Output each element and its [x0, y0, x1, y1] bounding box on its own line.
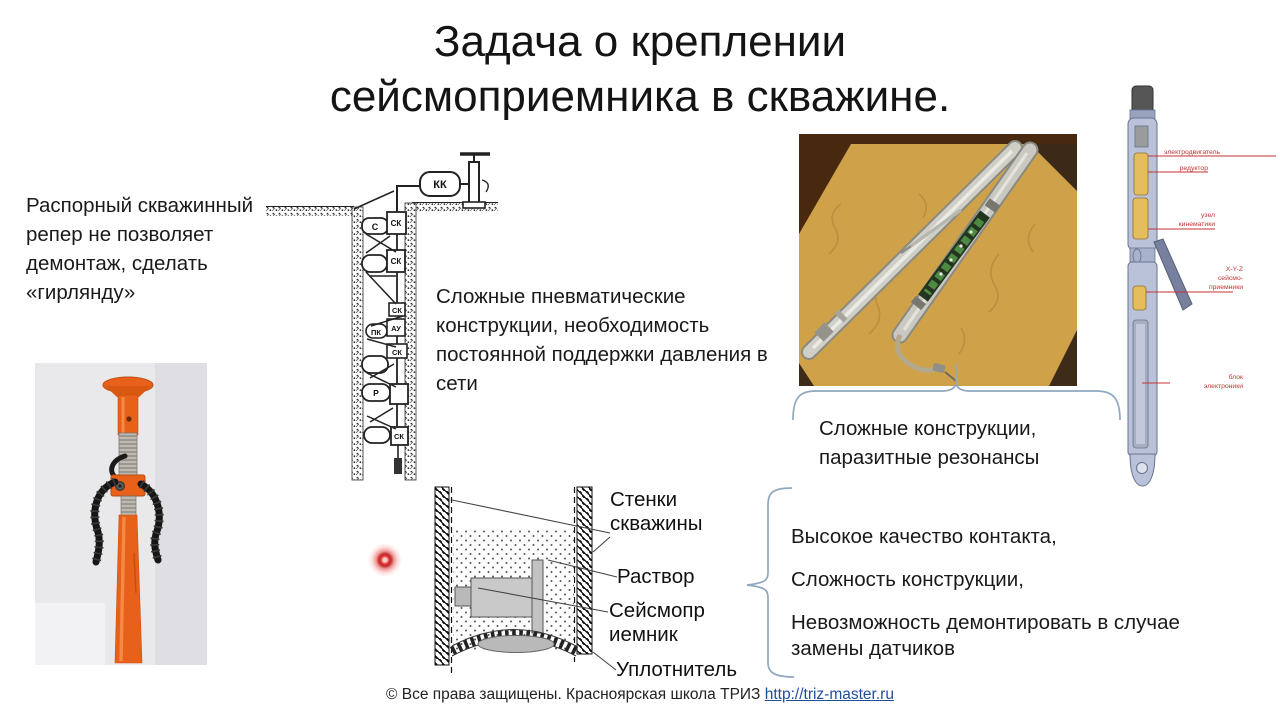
tubes-caption-text: Сложные конструкции, паразитные резонансы	[819, 417, 1040, 469]
probe-label-xyz-1: X-Y-Z	[1225, 266, 1243, 273]
label-geophone: Сейсмоприемник	[609, 599, 705, 646]
outcome-complexity: Сложность конструкции,	[791, 568, 1024, 591]
probe-drawing	[1112, 82, 1278, 490]
probe-label-kinematics-1: узел	[1201, 212, 1215, 219]
probe-label-motor: электродвигатель	[1164, 149, 1221, 156]
outcome-no-dismantle: Невозможность демонтировать в случае замены датчиков	[791, 611, 1180, 660]
schematic-label-sk5: СК	[394, 432, 404, 441]
schematic-label-pk: ПК	[371, 328, 381, 337]
schematic-label-sk3: СК	[392, 306, 402, 315]
probe-label-electronics-2: электроники	[1203, 383, 1243, 390]
schematic-label-r: Р	[373, 388, 379, 398]
footer-copyright-text: © Все права защищены. Красноярская школа ТРИЗ	[386, 686, 761, 703]
schematic-label-s: С	[371, 222, 379, 232]
slide-title-line2: сейсмоприемника в скважине.	[329, 72, 951, 121]
footer	[0, 686, 1280, 704]
slide-title-line1: Задача о креплении	[433, 17, 847, 66]
laser-pointer-dot	[367, 542, 403, 578]
probe-label-electronics-1: блок	[1228, 374, 1243, 381]
probe-label-xyz-2: сейсмо-	[1217, 275, 1243, 282]
schematic-label-kk: КК	[433, 179, 447, 191]
slide-title	[0, 14, 1280, 124]
schematic-label-sk2: СК	[390, 257, 402, 266]
label-mortar: Раствор	[617, 565, 695, 588]
probe-label-reducer: редуктор	[1179, 165, 1208, 172]
left-note-text: Распорный скважинный репер не позволяет демонтаж, сделать «гирлянду»	[26, 194, 254, 304]
outcome-contact-quality: Высокое качество контакта,	[791, 525, 1057, 548]
label-borehole-walls: Стенки скважины	[610, 488, 703, 535]
label-seal: Уплотнитель	[616, 658, 738, 681]
footer-link[interactable]: http://triz-master.ru	[764, 686, 894, 703]
probe-label-kinematics-2: кинематики	[1178, 221, 1215, 228]
schematic-label-sk1: СК	[390, 219, 402, 228]
anchor-photo	[35, 363, 207, 665]
tubes-photo	[799, 134, 1077, 386]
schematic-label-sk4: СК	[392, 348, 402, 357]
schematic-label-au: АУ	[391, 324, 401, 333]
probe-label-xyz-3: приемники	[1208, 284, 1243, 291]
center-note-text: Сложные пневматические конструкции, необходимость постоянной поддержки давления в сети	[436, 285, 768, 395]
